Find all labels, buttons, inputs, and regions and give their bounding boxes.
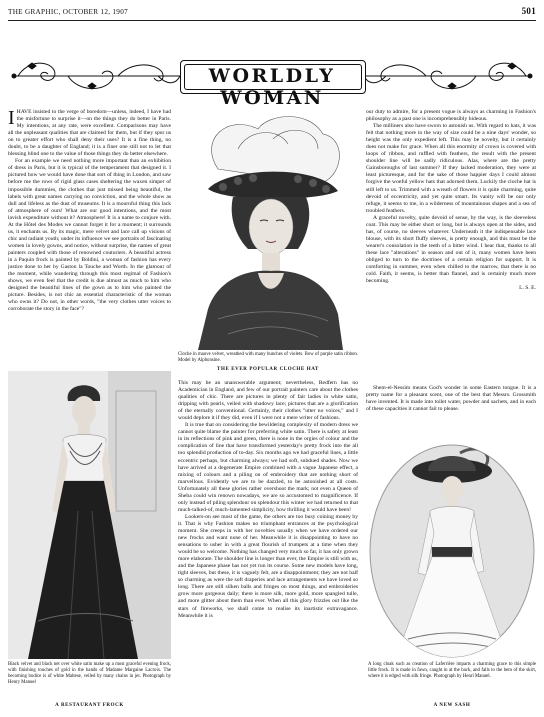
photo-heading: A NEW SASH [433,703,471,708]
article-column-2 [178,380,358,712]
article-paragraph: A graceful novelty, quite devoid of sense, by the way, is the sleeveless coat. This may be either short or long, but is always open at the sides, and has, of course, no sleeves whatever. Underneath it the indispensable lace blouse, with its short fluffy sleeves, is pretty enough, and this must be the wearer's consolation in the teeth of a bitter wind. I hear that, thanks to all these lace "alterations" in season and out of it, many women have been obliged to turn to the doctrines of a certain religion for support. It is comforting in summer, even when chilled to the marrow, that there is no cold. Faith, it seems, is better than flannel, and is certainly much more becoming. [366,214,536,285]
article-paragraph: HAVE insisted to the verge of boredom—unless, indeed, I have had the misfortune to surprise it—on the things they do better in Paris. My intentions, at any rate, were excellent. Comparisons may have all the unpleasant qualities that are claimed for them, but if they spur us on to greater effort who shall deny their uses? It is a fine thing, no doubt, to be a daughter of England; it is a finer one still not to let that blessing blind one to the value of those things they do better elsewhere. [8,109,171,158]
page-title: WORLDLY WOMAN [208,65,336,109]
photo-caption: Cloche in mauve velvet, wreathed with many bunches of violets. Bow of purple satin ribbon. Model by Alphonsine. [178,352,358,363]
photo-caption: A long cloak such as creation of Laferrière imparts a charming grace to this simple little frock. It is made in fawn, caught in at the back, and falls to the hem of the skirt, where it is edged with silk fringe. Photograph by Henri Manuel. [368,662,536,679]
drop-cap: I [8,109,15,129]
article-paragraph: For an example we need nothing more important than an exhibition of dress in Paris, but it is typical of the temperament that designed it. I pictured how we would have done that sort of thing in London, and saw before me the rows of rigid glass cases sheltering the waxen simper of impossible dummies, the clothes that just missed being beautiful, the labels with great names carrying no conviction, and the whole show as dull and lifeless as the dust of museums. It is a mournful thing this lack of atmosphere of ours! What are our good intentions, and the most lavish expenditure without it? Atmosphere! It is a name to conjure with. At the Hôtel des Modes we cannot forget it for a moment; it surrounds us, it enchants us. By its magic, mere velvet and lace call up visions of chic and radiant youth; under its influence we see portraits of fascinating women in lovely gowns, and notice, without surprise, the names of great painters coupled with those of renowned couturiers. A beautiful actress in a Paquin frock is painted by Boldini, a woman of fashion has every justice done to her by Gaston la Touche and Worth. In the glamour of the moment, while wandering through this most regimal of Fashion's shows, we even feel that the credit is due almost as much to him who designed the beautiful lines of the gown as to him who painted the picture. Besides, is not chic an essential characteristic of the woman who owns it? Do not, in other words, "the very clothes utter voices to corroborate the story in the face"? [8,158,171,313]
header-rule [8,20,536,21]
article-paragraph: Shem-el-Nessim means God's wonder in some Eastern tongue. It is a pretty name for a pleasant scent, one of the best that Messrs. Grossmith have invented. It is made into toilet water, powder and sachets, and in each of these capacities it cannot fail to please. [366,385,536,413]
article-column-3-lower [366,385,536,437]
article-column-1 [8,109,171,364]
page-header [8,6,536,20]
article-paragraph: our duty to admire, for a present vogue is always as charming in Fashion's philosophy as a past one is incomprehensibly hideous. [366,109,536,123]
photo-heading: THE EVER POPULAR CLOCHE HAT [217,367,319,372]
page-number: 501 [521,6,536,16]
cloche-hat-photo [178,109,358,350]
photo-heading: A RESTAURANT FROCK [55,703,124,708]
article-column-3 [366,109,536,379]
restaurant-frock-photo [8,371,171,659]
article-paragraph: It is true that on considering the bewildering complexity of modern dress we cannot quite blame the painter for preferring white satin. There is safety at least in its reflections of pink and green, there is none in the orgies of colour and the complication of line that have transformed yesterday's pretty frock into the all too splendid production of to-day. Six months ago we had graceful lines, a little eccentric perhaps, but charming always; we had soft, subdued shades. Now we have arrived at a degenerate Empire combined with a vague Japanese effect, a mixing of colours and a piling on of embroidery that are nothing short of marvellous. Evidently we are to be dazzled, to be astonished at all costs. Unfortunately all these glories rather overshoot the mark; not even a Queen of Sheba could win renown nowadays, we are so accustomed to magnificence. If only instead of piling splendour on splendour this winter we had returned to that much-talked-of, much-lamented simplicity, how thrilling it would have been! [178,422,358,513]
author-signature: L. S. E. [519,285,536,292]
article-paragraph: Lookers-on see most of the game, the others are too busy coining money by it. That is why Fashion makes no triumphant entrances at the psychological moment. She creeps in with her novelties usually when we have ordered our new frocks and want none of her. Meanwhile it is disappointing to have no sensations to usher in with a great flourish of trumpets at a time when they would be so welcome. Nothing has changed very much so far, it has only grown more elaborate. The shoulder line is longer than ever, the Empire is still with us, and the Japanese phase has not yet run its course. Some new models have long, tight sleeves, but these, it is vaguely felt, are a disappointment; they are not half so charming as were the soft draperies and lace arrangements we have loved so long. There are still silken balls and fringes on most things, and embroideries grow more gorgeous daily; there is more silk, more gold, more spangled tulle, and more glitter about them than ever. When all this glory frizzles out like the stars of fireworks, we shall come to realise its inartistic extravagance. Meanwhile it is [178,513,358,619]
photo-caption: Black velvet and black net over white satin make up a most graceful evening frock, with finishing touches of gold in the hands of Madame Margaine Lacroix. The becoming bodice is of white Maltese, veiled by many chains in jet. Photograph by Henry Manuel [8,662,171,685]
new-sash-photo [368,443,536,659]
running-head: THE GRAPHIC, OCTOBER 12, 1907 [8,8,128,16]
title-banner [8,56,536,109]
article-paragraph: The milliners also have sworn to astonish us. With regard to hats, it was felt that nothing more in the way of size could be a nine days' wonder, so height was the only expedient left. This may be novelty, but it certainly does not make for grace. When all this enormity of crown is covered with loops of ribbon, and ruffled with feathers, the result with the present shoulder line will be sadly ridiculous. Alas, where are the pretty Gainsboroughs of last summer? If they lacked moderation, they were at least picturesque, and for the sake of those happier days I could almost forgive the woeful yellow hats that adorned them. Luckily the cloche hat is still left to us. Trimmed with a wreath of flowers it is quite charming, quite devoid of eccentricity, and yet quite smart. Its vanity will be our only refuge, it seems to me, in a wilderness of mountainous shapes and a sea of troubled feathers. [366,123,536,214]
article-paragraph: This may be an unanswerable argument; nevertheless, Redfern has no Academician in England, and few of our portrait painters care about the clothes qualities of chic. There are pictures in plenty of fair ladies in white satin, dripping with pearls, veiled with shadowy lace; pictures that are a glorification of the eternally conventional. Certainly, their clothes "utter no voices," and I would deplore it if they did, even if I were not a mere writer of fashions. [178,380,358,422]
